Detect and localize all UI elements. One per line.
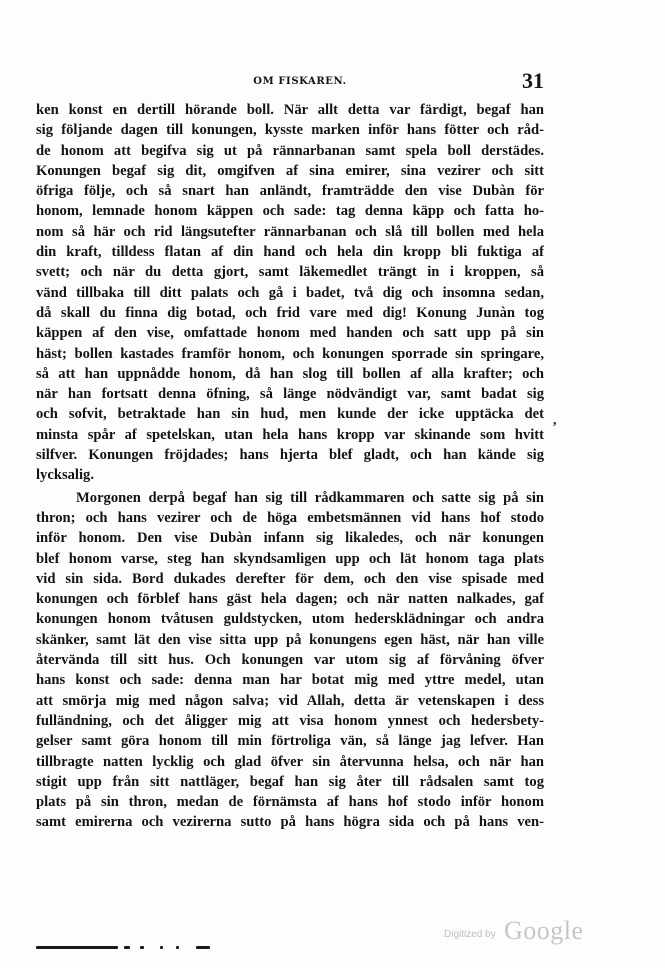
- text-line: fulländning, och det åligger mig att visa honom ynnest och hedersbety-: [36, 712, 544, 729]
- text-line: då skall du finna dig botad, och frid vare med dig! Konung Junàn tog: [36, 304, 544, 321]
- text-line: plats på sin thron, medan de förnämsta af hans hof stodo inför honom: [36, 794, 544, 811]
- text-line: de honom att begifva sig ut på rännarbanan samt spela boll derstädes.: [36, 142, 544, 159]
- text-line: honom, lemnade honom käppen och sade: tag denna käpp och fatta ho-: [36, 203, 544, 220]
- text-line: thron; och hans vezirer och de höga embetsmännen vid hans hof stodo: [36, 509, 544, 526]
- text-line: tillbragte natten lycklig och glad öfver sin återvunna helsa, och när han: [36, 753, 544, 770]
- text-line: och sofvit, betraktade han sin hud, men kunde der icke upptäcka det: [36, 406, 544, 423]
- text-line: återvända till sitt hus. Och konungen var utom sig af förvåning öfver: [36, 652, 544, 669]
- text-line: Morgonen derpå begaf han sig till rådkammaren och satte sig på sin: [76, 489, 544, 506]
- text-line: din kraft, tilldess flatan af din hand och hela din kropp bli fuktiga af: [36, 244, 544, 261]
- text-line: när han fortsatt denna öfning, så länge nödvändigt var, samt badat sig: [36, 386, 544, 403]
- body-text: [36, 100, 544, 833]
- text-line: nom så här och rid längsutefter rännarbanan och slå till bollen med hela: [36, 223, 544, 240]
- text-line: blef honom varse, steg han skyndsamligen upp och lät honom taga plats: [36, 550, 544, 567]
- text-line: stigit upp från sitt nattläger, begaf han sig åter till rådsalen samt tog: [36, 773, 544, 790]
- text-line: minsta spår af spetelskan, utan hela hans kropp var skinande som hvitt: [36, 426, 544, 443]
- text-line: lycksalig.: [36, 467, 94, 484]
- text-line: gelser samt göra honom till min förtroliga vän, så länge jag lefver. Han: [36, 733, 544, 750]
- text-line: svett; och när du detta gjort, samt läkemedlet trängt in i kroppen, så: [36, 264, 544, 281]
- text-line: vänd tillbaka till ditt palats och gå i badet, två dig och insomna sedan,: [36, 284, 544, 301]
- text-line: konungen honom tvåtusen guldstycken, utom hedersklädningar och andra: [36, 611, 544, 628]
- text-line: Konungen begaf sig dit, omgifven af sina emirer, sina vezirer och sitt: [36, 162, 544, 179]
- text-line: käppen af den vise, omfattade honom med handen och satt upp på sin: [36, 325, 544, 342]
- text-line: häst; bollen kastades framför honom, och konungen sporrade sin springare,: [36, 345, 544, 362]
- text-line: silfver. Konungen fröjdades; hans hjerta blef gladt, och han kände sig: [36, 447, 544, 464]
- footer-rule: [36, 944, 216, 952]
- running-title: OM FISKAREN.: [253, 76, 347, 87]
- margin-ink-mark: ,: [553, 413, 557, 428]
- google-logo: Google: [504, 916, 584, 945]
- text-line: ken konst en dertill hörande boll. När allt detta var färdigt, begaf han: [36, 102, 544, 118]
- text-line: vid sin sida. Bord dukades derefter för dem, och den vise spisade med: [36, 570, 544, 587]
- digitized-watermark: [444, 916, 594, 946]
- text-line: hans konst och sade: denna man har botat mig med yttre medel, utan: [36, 672, 544, 689]
- text-line: sig följande dagen till konungen, kysste marken inför hans fötter och råd-: [36, 122, 544, 139]
- page-number: 31: [522, 68, 544, 93]
- text-line: konungen och förblef hans gäst hela dagen; och när natten nalkades, gaf: [36, 591, 544, 608]
- text-line: skänker, samt lät den vise sitta upp på konungens egen häst, när han ville: [36, 631, 544, 648]
- watermark-prefix: Digitized by: [444, 929, 496, 940]
- page-header: [36, 68, 544, 92]
- text-line: samt emirerna och vezirerna sutto på hans högra sida och på hans ven-: [36, 814, 544, 831]
- text-line: så att han uppnådde honom, då han slog till bollen af alla krafter; och: [36, 365, 544, 382]
- text-line: öfriga följe, och så snart han anländt, framträdde den vise Dubàn för: [36, 183, 544, 200]
- text-line: inför honom. Den vise Dubàn infann sig likaledes, och när konungen: [36, 530, 544, 547]
- text-line: att smörja mig med någon salva; vid Allah, detta är vetenskapen i dess: [36, 692, 544, 709]
